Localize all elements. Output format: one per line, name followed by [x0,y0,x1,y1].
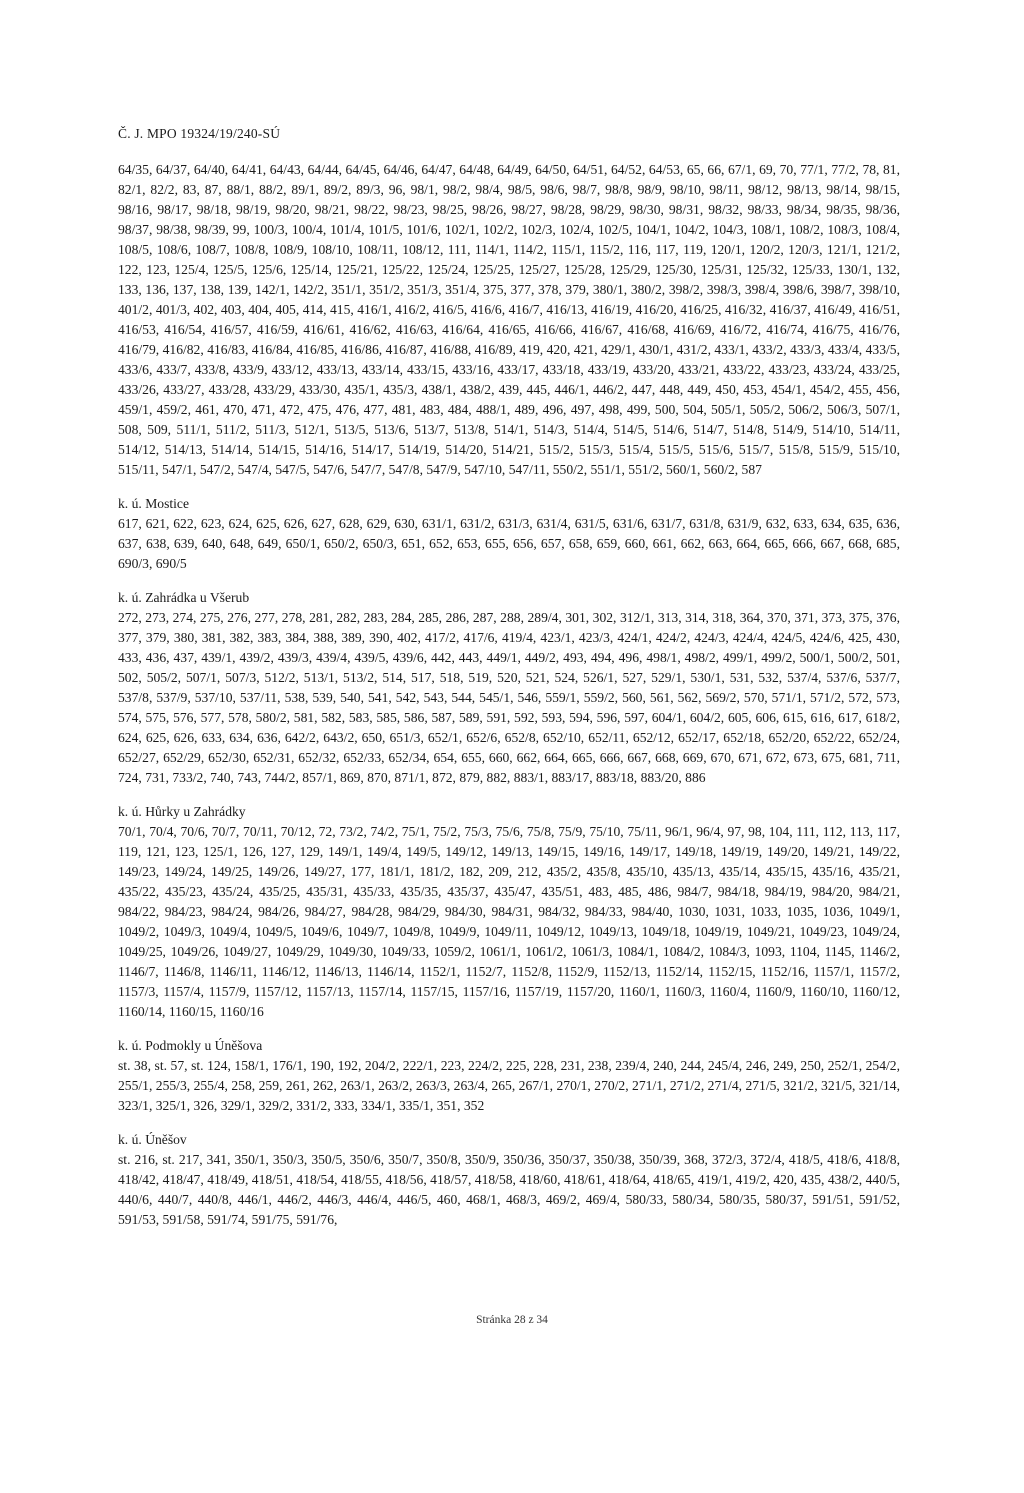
parcel-numbers: st. 38, st. 57, st. 124, 158/1, 176/1, 190, 192, 204/2, 222/1, 223, 224/2, 225, 228, 231, 238, 239/4, 240, 244, 245/4, 246, 249, 250, 252/1, 254/2, 255/1, 255/3, 255/4, 258, 259, 261, 262, 263/1, 263/2, 263/3, 263/4, 265, 267/1, 270/1, 270/2, 271/1, 271/2, 271/4, 271/5, 321/2, 321/5, 321/14, 323/1, 325/1, 326, 329/1, 329/2, 331/2, 333, 334/1, 335/1, 351, 352 [118,1058,900,1113]
parcel-numbers: 70/1, 70/4, 70/6, 70/7, 70/11, 70/12, 72, 73/2, 74/2, 75/1, 75/2, 75/3, 75/6, 75/8, 75/9, 75/10, 75/11, 96/1, 96/4, 97, 98, 104, 111, 112, 113, 117, 119, 121, 123, 125/1, 126, 127, 129, 149/1, 149/4, 149/5, 149/12, 149/13, 149/15, 149/16, 149/17, 149/18, 149/19, 149/20, 149/21, 149/22, 149/23, 149/24, 149/25, 149/26, 149/27, 177, 181/1, 181/2, 182, 209, 212, 435/2, 435/8, 435/10, 435/13, 435/14, 435/15, 435/16, 435/21, 435/22, 435/23, 435/24, 435/25, 435/31, 435/33, 435/35, 435/37, 435/47, 435/51, 483, 485, 486, 984/7, 984/18, 984/19, 984/20, 984/21, 984/22, 984/23, 984/24, 984/26, 984/27, 984/28, 984/29, 984/30, 984/31, 984/32, 984/33, 984/40, 1030, 1031, 1033, 1035, 1036, 1049/1, 1049/2, 1049/3, 1049/4, 1049/5, 1049/6, 1049/7, 1049/8, 1049/9, 1049/11, 1049/12, 1049/13, 1049/18, 1049/19, 1049/21, 1049/23, 1049/24, 1049/25, 1049/26, 1049/27, 1049/29, 1049/30, 1049/33, 1059/2, 1061/1, 1061/2, 1061/3, 1084/1, 1084/2, 1084/3, 1093, 1104, 1145, 1146/2, 1146/7, 1146/8, 1146/11, 1146/12, 1146/13, 1146/14, 1152/1, 1152/7, 1152/8, 1152/9, 1152/13, 1152/14, 1152/15, 1152/16, 1157/1, 1157/2, 1157/3, 1157/4, 1157/9, 1157/12, 1157/13, 1157/14, 1157/15, 1157/16, 1157/19, 1157/20, 1160/1, 1160/3, 1160/4, 1160/9, 1160/10, 1160/12, 1160/14, 1160/15, 1160/16 [118,824,900,1019]
parcel-list-content [118,160,900,1244]
parcel-block-mostice [118,494,900,574]
page-number: Stránka 28 z 34 [476,1314,548,1326]
parcel-numbers: st. 216, st. 217, 341, 350/1, 350/3, 350/5, 350/6, 350/7, 350/8, 350/9, 350/36, 350/37, 350/38, 350/39, 368, 372/3, 372/4, 418/5, 418/6, 418/8, 418/42, 418/47, 418/49, 418/51, 418/54, 418/55, 418/56, 418/57, 418/58, 418/60, 418/61, 418/64, 418/65, 419/1, 419/2, 420, 435, 438/2, 440/5, 440/6, 440/7, 440/8, 446/1, 446/2, 446/3, 446/4, 446/5, 460, 468/1, 468/3, 469/2, 469/4, 580/33, 580/34, 580/35, 580/37, 591/51, 591/52, 591/53, 591/58, 591/74, 591/75, 591/76, [118,1152,900,1227]
cadastral-area-title: k. ú. Úněšov [118,1132,187,1147]
parcel-block-hurky [118,802,900,1022]
parcel-block-unesov [118,1130,900,1230]
parcel-numbers: 272, 273, 274, 275, 276, 277, 278, 281, 282, 283, 284, 285, 286, 287, 288, 289/4, 301, 302, 312/1, 313, 314, 318, 364, 370, 371, 373, 375, 376, 377, 379, 380, 381, 382, 383, 384, 388, 389, 390, 402, 417/2, 417/6, 419/4, 423/1, 423/3, 424/1, 424/2, 424/3, 424/4, 424/5, 424/6, 425, 430, 433, 436, 437, 439/1, 439/2, 439/3, 439/4, 439/5, 439/6, 442, 443, 449/1, 449/2, 493, 494, 496, 498/1, 498/2, 499/1, 499/2, 500/1, 500/2, 501, 502, 505/2, 507/1, 507/3, 512/2, 513/1, 513/2, 514, 517, 518, 519, 520, 521, 524, 526/1, 527, 529/1, 530/1, 531, 532, 537/4, 537/6, 537/7, 537/8, 537/9, 537/10, 537/11, 538, 539, 540, 541, 542, 543, 544, 545/1, 546, 559/1, 559/2, 560, 561, 562, 569/2, 570, 571/1, 571/2, 572, 573, 574, 575, 576, 577, 578, 580/2, 581, 582, 583, 585, 586, 587, 589, 591, 592, 593, 594, 596, 597, 604/1, 604/2, 605, 606, 615, 616, 617, 618/2, 624, 625, 626, 633, 634, 636, 642/2, 643/2, 650, 651/3, 652/1, 652/6, 652/8, 652/10, 652/11, 652/12, 652/17, 652/18, 652/20, 652/22, 652/24, 652/27, 652/29, 652/30, 652/31, 652/32, 652/33, 652/34, 654, 655, 660, 662, 664, 665, 666, 667, 668, 669, 670, 671, 672, 673, 675, 681, 711, 724, 731, 733/2, 740, 743, 744/2, 857/1, 869, 870, 871/1, 872, 879, 882, 883/1, 883/17, 883/18, 883/20, 886 [118,610,900,785]
cadastral-area-title: k. ú. Zahrádka u Všerub [118,590,250,605]
cadastral-area-title: k. ú. Mostice [118,496,189,511]
cadastral-area-title: k. ú. Hůrky u Zahrádky [118,804,246,819]
cadastral-area-title: k. ú. Podmokly u Úněšova [118,1038,263,1053]
parcel-block-podmokly [118,1036,900,1116]
parcel-numbers: 64/35, 64/37, 64/40, 64/41, 64/43, 64/44, 64/45, 64/46, 64/47, 64/48, 64/49, 64/50, 64/51, 64/52, 64/53, 65, 66, 67/1, 69, 70, 77/1, 77/2, 78, 81, 82/1, 82/2, 83, 87, 88/1, 88/2, 89/1, 89/2, 89/3, 96, 98/1, 98/2, 98/4, 98/5, 98/6, 98/7, 98/8, 98/9, 98/10, 98/11, 98/12, 98/13, 98/14, 98/15, 98/16, 98/17, 98/18, 98/19, 98/20, 98/21, 98/22, 98/23, 98/25, 98/26, 98/27, 98/28, 98/29, 98/30, 98/31, 98/32, 98/33, 98/34, 98/35, 98/36, 98/37, 98/38, 98/39, 99, 100/3, 100/4, 101/4, 101/5, 101/6, 102/1, 102/2, 102/3, 102/4, 102/5, 104/1, 104/2, 104/3, 108/1, 108/2, 108/3, 108/4, 108/5, 108/6, 108/7, 108/8, 108/9, 108/10, 108/11, 108/12, 111, 114/1, 114/2, 115/1, 115/2, 116, 117, 119, 120/1, 120/2, 120/3, 121/1, 121/2, 122, 123, 125/4, 125/5, 125/6, 125/14, 125/21, 125/22, 125/24, 125/25, 125/27, 125/28, 125/29, 125/30, 125/31, 125/32, 125/33, 130/1, 132, 133, 136, 137, 138, 139, 142/1, 142/2, 351/1, 351/2, 351/3, 351/4, 375, 377, 378, 379, 380/1, 380/2, 398/2, 398/3, 398/4, 398/6, 398/7, 398/10, 401/2, 401/3, 402, 403, 404, 405, 414, 415, 416/1, 416/2, 416/5, 416/6, 416/7, 416/13, 416/19, 416/20, 416/25, 416/32, 416/37, 416/49, 416/51, 416/53, 416/54, 416/57, 416/59, 416/61, 416/62, 416/63, 416/64, 416/65, 416/66, 416/67, 416/68, 416/69, 416/72, 416/74, 416/75, 416/76, 416/79, 416/82, 416/83, 416/84, 416/85, 416/86, 416/87, 416/88, 416/89, 419, 420, 421, 429/1, 430/1, 431/2, 433/1, 433/2, 433/3, 433/4, 433/5, 433/6, 433/7, 433/8, 433/9, 433/12, 433/13, 433/14, 433/15, 433/16, 433/17, 433/18, 433/19, 433/20, 433/21, 433/22, 433/23, 433/24, 433/25, 433/26, 433/27, 433/28, 433/29, 433/30, 435/1, 435/3, 438/1, 438/2, 439, 445, 446/1, 446/2, 447, 448, 449, 450, 453, 454/1, 454/2, 455, 456, 459/1, 459/2, 461, 470, 471, 472, 475, 476, 477, 481, 483, 484, 488/1, 489, 496, 497, 498, 499, 500, 504, 505/1, 505/2, 506/2, 506/3, 507/1, 508, 509, 511/1, 511/2, 511/3, 512/1, 513/5, 513/6, 513/7, 513/8, 514/1, 514/3, 514/4, 514/5, 514/6, 514/7, 514/8, 514/9, 514/10, 514/11, 514/12, 514/13, 514/14, 514/15, 514/16, 514/17, 514/19, 514/20, 514/21, 515/2, 515/3, 515/4, 515/5, 515/6, 515/7, 515/8, 515/9, 515/10, 515/11, 547/1, 547/2, 547/4, 547/5, 547/6, 547/7, 547/8, 547/9, 547/10, 547/11, 550/2, 551/1, 551/2, 560/1, 560/2, 587 [118,162,900,477]
parcel-numbers: 617, 621, 622, 623, 624, 625, 626, 627, 628, 629, 630, 631/1, 631/2, 631/3, 631/4, 631/5, 631/6, 631/7, 631/8, 631/9, 632, 633, 634, 635, 636, 637, 638, 639, 640, 648, 649, 650/1, 650/2, 650/3, 651, 652, 653, 655, 656, 657, 658, 659, 660, 661, 662, 663, 664, 665, 666, 667, 668, 685, 690/3, 690/5 [118,516,900,571]
parcel-block-continued [118,160,900,480]
parcel-block-zahradka [118,588,900,788]
document-reference: Č. J. MPO 19324/19/240-SÚ [118,126,281,141]
